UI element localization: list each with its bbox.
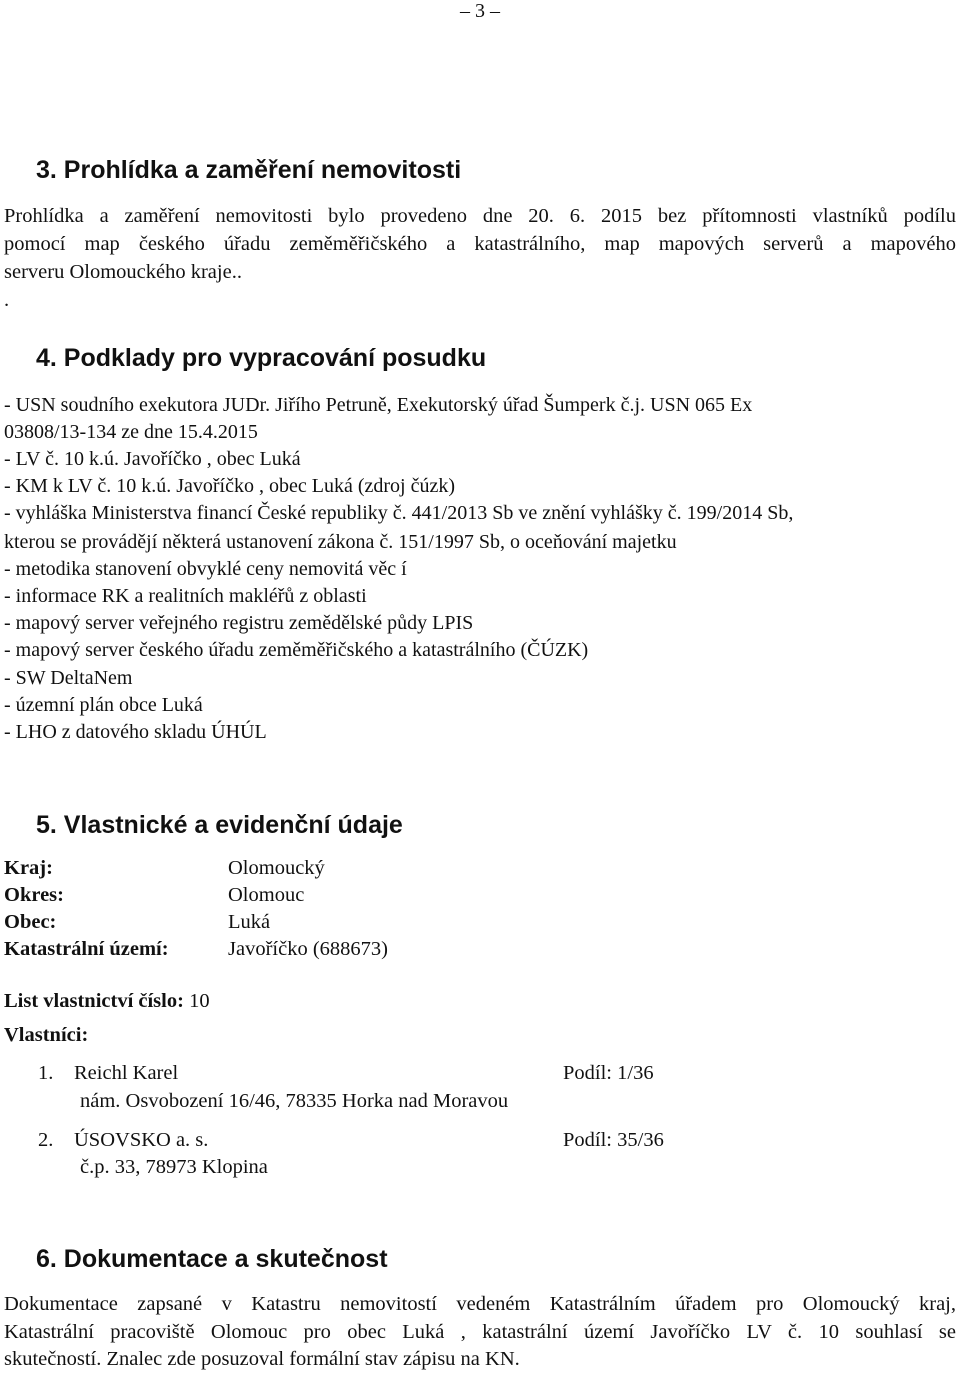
owner-1-address: nám. Osvobození 16/46, 78335 Horka nad Moravou	[80, 1090, 509, 1112]
section-6-text-line-1: Dokumentace zapsané v Katastru nemovitostí vedeném Katastrálním úřadem pro Olomoucký kraj,	[4, 1293, 956, 1315]
source-line-2: 03808/13-134 ze dne 15.4.2015	[4, 421, 258, 443]
section-4-title: 4. Podklady pro vypracování posudku	[36, 344, 487, 372]
section-3-title: 3. Prohlídka a zaměření nemovitosti	[36, 156, 462, 184]
owner-1-name: Reichl Karel	[74, 1062, 179, 1084]
source-line-9: - mapový server veřejného registru zemědělské půdy LPIS	[4, 612, 474, 634]
section-3-text-line-3: serveru Olomouckého kraje..	[4, 261, 242, 283]
source-line-4: - KM k LV č. 10 k.ú. Javoříčko , obec Luká (zdroj čúzk)	[4, 475, 455, 497]
section-5-title: 5. Vlastnické a evidenční údaje	[36, 811, 403, 839]
section-6-text-line-2: Katastrální pracoviště Olomouc pro obec Luká , katastrální území Javoříčko LV č. 10 souhlasí se	[4, 1321, 956, 1343]
okres-label: Okres:	[4, 884, 64, 906]
owner-2-share	[563, 1126, 664, 1154]
section-3-text-line-1: Prohlídka a zaměření nemovitosti bylo provedeno dne 20. 6. 2015 bez přítomnosti vlastníků podílu	[4, 205, 956, 227]
okres-value: Olomouc	[228, 884, 305, 906]
owner-2-address: č.p. 33, 78973 Klopina	[80, 1156, 268, 1178]
ku-label: Katastrální území:	[4, 938, 169, 960]
source-line-3: - LV č. 10 k.ú. Javoříčko , obec Luká	[4, 448, 301, 470]
owner-1-number: 1.	[38, 1062, 54, 1084]
source-line-6: kterou se provádějí některá ustanovení zákona č. 151/1997 Sb, o oceňování majetku	[4, 531, 677, 553]
owners-label: Vlastníci:	[4, 1024, 89, 1046]
obec-label: Obec:	[4, 911, 57, 933]
section-6-title: 6. Dokumentace a skutečnost	[36, 1245, 388, 1273]
source-line-8: - informace RK a realitních makléřů z oblasti	[4, 585, 367, 607]
source-line-12: - územní plán obce Luká	[4, 694, 203, 716]
kraj-value: Olomoucký	[228, 857, 325, 879]
source-line-1: - USN soudního exekutora JUDr. Jiřího Petruně, Exekutorský úřad Šumperk č.j. USN 065 Ex	[4, 394, 753, 416]
owner-2-share-value: 35/36	[617, 1129, 664, 1151]
source-line-10: - mapový server českého úřadu zeměměřičského a katastrálního (ČÚZK)	[4, 639, 589, 661]
lv-row	[4, 987, 210, 1015]
source-line-5: - vyhláška Ministerstva financí České republiky č. 441/2013 Sb ve znění vyhlášky č. 199/2014 Sb,	[4, 502, 794, 524]
ku-value: Javoříčko (688673)	[228, 938, 388, 960]
section-3-text-line-4: .	[4, 289, 10, 311]
page-number: – 3 –	[460, 0, 500, 22]
obec-value: Luká	[228, 911, 271, 933]
owner-1-share-value: 1/36	[617, 1062, 654, 1084]
owner-1-share	[563, 1059, 654, 1087]
owner-2-name: ÚSOVSKO a. s.	[74, 1129, 209, 1151]
owner-1-share-label: Podíl:	[563, 1062, 612, 1084]
section-6-text-line-3: skutečností. Znalec zde posuzoval formální stav zápisu na KN.	[4, 1348, 520, 1370]
source-line-11: - SW DeltaNem	[4, 667, 133, 689]
section-3-text-line-2: pomocí map českého úřadu zeměměřičského a katastrálního, map mapových serverů a mapového	[4, 233, 956, 255]
source-line-13: - LHO z datového skladu ÚHÚL	[4, 721, 267, 743]
owner-2-share-label: Podíl:	[563, 1129, 612, 1151]
lv-value: 10	[189, 990, 210, 1012]
lv-label: List vlastnictví číslo:	[4, 990, 184, 1012]
kraj-label: Kraj:	[4, 857, 53, 879]
owner-2-number: 2.	[38, 1129, 54, 1151]
source-line-7: - metodika stanovení obvyklé ceny nemovitá věc í	[4, 558, 407, 580]
